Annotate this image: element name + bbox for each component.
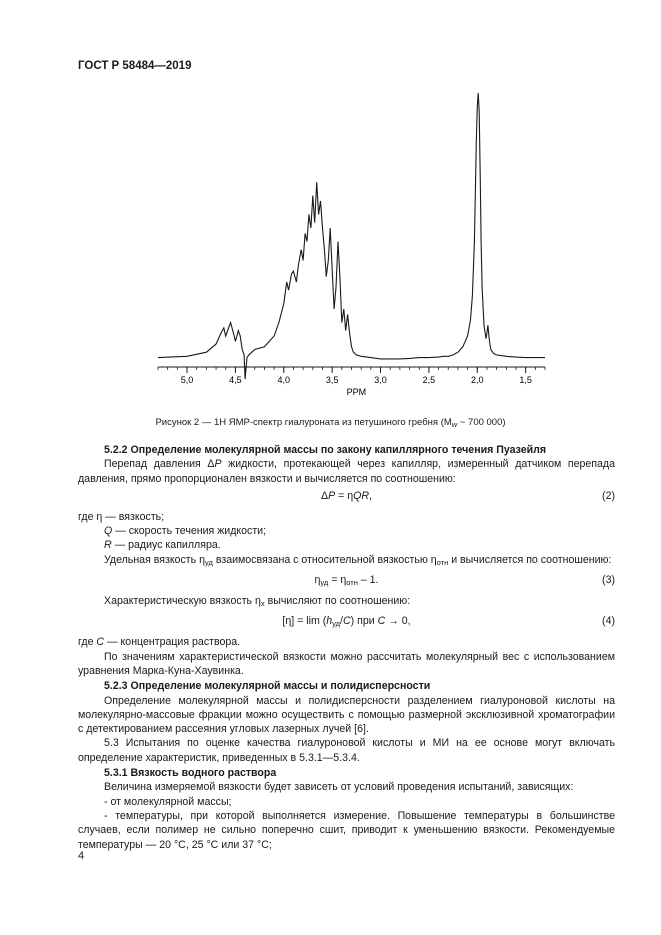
list-item-temperature: - температуры, при которой выполняется измерение. Повышение температуры в большинстве случаев, если полимер не сильно поперечно сшит, приводит к уменьшению вязкости. Рекомендуемые температуры — 20 °С, 25 °С или 37 °С; — [78, 809, 615, 851]
p1-var-p: P — [214, 458, 222, 471]
p2-sub-otn: отн — [436, 557, 449, 567]
f2-eq: = η — [335, 489, 354, 502]
where-q-var: Q — [104, 525, 113, 538]
where-q-text: — скорость течения жидкости; — [112, 525, 267, 538]
paragraph-5-3: 5.3 Испытания по оценке качества гиалуроновой кислоты и МИ на ее основе могут включать определение характеристик, приведенных в 5.3.1—5.3.4. — [78, 737, 615, 764]
caption-main: Рисунок 2 — 1H ЯМР-спектр гиалуроната из петушиного гребня (M — [155, 417, 452, 428]
f4-var-h: h — [326, 615, 333, 628]
p3-sub-x: x — [260, 599, 265, 609]
paragraph-specific-viscosity — [78, 553, 615, 570]
caption-end: ~ 700 000) — [457, 417, 506, 428]
nmr-spectrum-chart — [150, 85, 550, 415]
x-tick-label: 3,5 — [325, 375, 339, 385]
f2-delta: Δ — [321, 489, 329, 502]
document-body — [78, 442, 615, 852]
f3-mid: = η — [328, 574, 347, 587]
figure-caption — [0, 417, 661, 429]
caption-subscript: w — [451, 420, 458, 429]
x-axis-label: PPM — [346, 387, 367, 397]
f3-sub-otn: отн — [346, 578, 358, 588]
p1-delta: Δ — [207, 458, 215, 471]
formula-3 — [78, 573, 615, 591]
where-c — [78, 635, 615, 649]
f4-text-a: [η] = lim ( — [282, 615, 327, 628]
nmr-spectrum-line — [158, 93, 545, 379]
f2-var-qr: QR — [353, 489, 370, 502]
f4-var-c: C — [343, 615, 351, 628]
p2-sub-ud: уд — [205, 557, 213, 567]
where-q — [78, 524, 615, 538]
where-c-var: C — [96, 636, 105, 649]
p1-text-a: Перепад давления — [104, 458, 208, 471]
formula-3-number: (3) — [602, 574, 615, 587]
p3-text-a: Характеристическую вязкость η — [104, 595, 261, 608]
f4-slash: / — [340, 615, 343, 628]
f2-comma: , — [369, 489, 372, 502]
formula-4-number: (4) — [602, 615, 615, 628]
x-tick-label: 5,0 — [180, 375, 194, 385]
f3-sub-ud: уд — [320, 578, 329, 588]
formula-4 — [78, 614, 615, 632]
section-5-3-1-title: 5.3.1 Вязкость водного раствора — [104, 767, 277, 780]
where-c-text: — концентрация раствора. — [104, 636, 241, 649]
f3-end: – 1. — [357, 574, 379, 587]
x-tick-label: 3,0 — [374, 375, 387, 385]
f2-var-p: P — [328, 489, 336, 502]
p2-text-b: взаимосвязана с относительной вязкостью η — [212, 553, 437, 566]
where-eta: где η — вязкость; — [78, 510, 165, 523]
paragraph-viscosity-dependence: Величина измеряемой вязкости будет зависеть от условий проведения испытаний, зависящих: — [104, 781, 574, 794]
section-5-2-2-title: 5.2.2 Определение молекулярной массы по закону капиллярного течения Пуазейля — [104, 444, 547, 456]
list-item-molecular-mass: - от молекулярной массы; — [104, 795, 232, 808]
where-r — [78, 538, 615, 552]
f4-sub-ud: уд — [332, 619, 341, 629]
p3-text-b: вычисляют по соотношению: — [264, 595, 411, 608]
paragraph-mark-kuhn: По значениям характеристической вязкости можно рассчитать молекулярный вес с использованием уравнения Марка-Куна-Хаувинка. — [78, 650, 615, 677]
document-code-header: ГОСТ Р 58484—2019 — [78, 60, 192, 72]
x-tick-label: 1,5 — [519, 375, 532, 385]
x-tick-label: 4,0 — [277, 375, 291, 385]
p2-text-a: Удельная вязкость η — [104, 553, 205, 566]
formula-2-number: (2) — [602, 489, 615, 502]
f3-eta: η — [314, 574, 321, 587]
x-tick-label: 2,0 — [471, 375, 484, 385]
section-5-2-3-title: 5.2.3 Определение молекулярной массы и полидисперсности — [104, 680, 431, 693]
where-r-text: — радиус капилляра. — [111, 539, 221, 552]
f4-text-b: ) при — [350, 615, 378, 628]
where-r-var: R — [104, 539, 112, 552]
paragraph-pressure — [78, 457, 615, 486]
where-c-prefix: где — [78, 636, 97, 649]
p1-text-b: жидкости, протекающей через капилляр, измеренный датчиком перепада давления, прямо пропорционален вязкости и вычисляется по соотношению: — [78, 458, 615, 485]
x-tick-label: 2,5 — [422, 375, 436, 385]
f4-text-c: → 0, — [385, 615, 411, 628]
f4-var-c2: C — [377, 615, 386, 628]
formula-2 — [78, 489, 615, 507]
x-tick-label: 4,5 — [229, 375, 242, 385]
p2-text-c: и вычисляется по соотношению: — [448, 553, 612, 566]
page-number: 4 — [78, 850, 85, 862]
x-axis-ticks — [158, 367, 545, 385]
paragraph-chromatography: Определение молекулярной массы и полидисперсности разделением гиалуроновой кислоты на молекулярно-массовые фракции можно осуществить с помощью размерной эксклюзивной хроматографии с детектированием рассеяния угловых лазерных лучей [6]. — [78, 694, 615, 736]
paragraph-intrinsic-viscosity — [78, 594, 615, 611]
